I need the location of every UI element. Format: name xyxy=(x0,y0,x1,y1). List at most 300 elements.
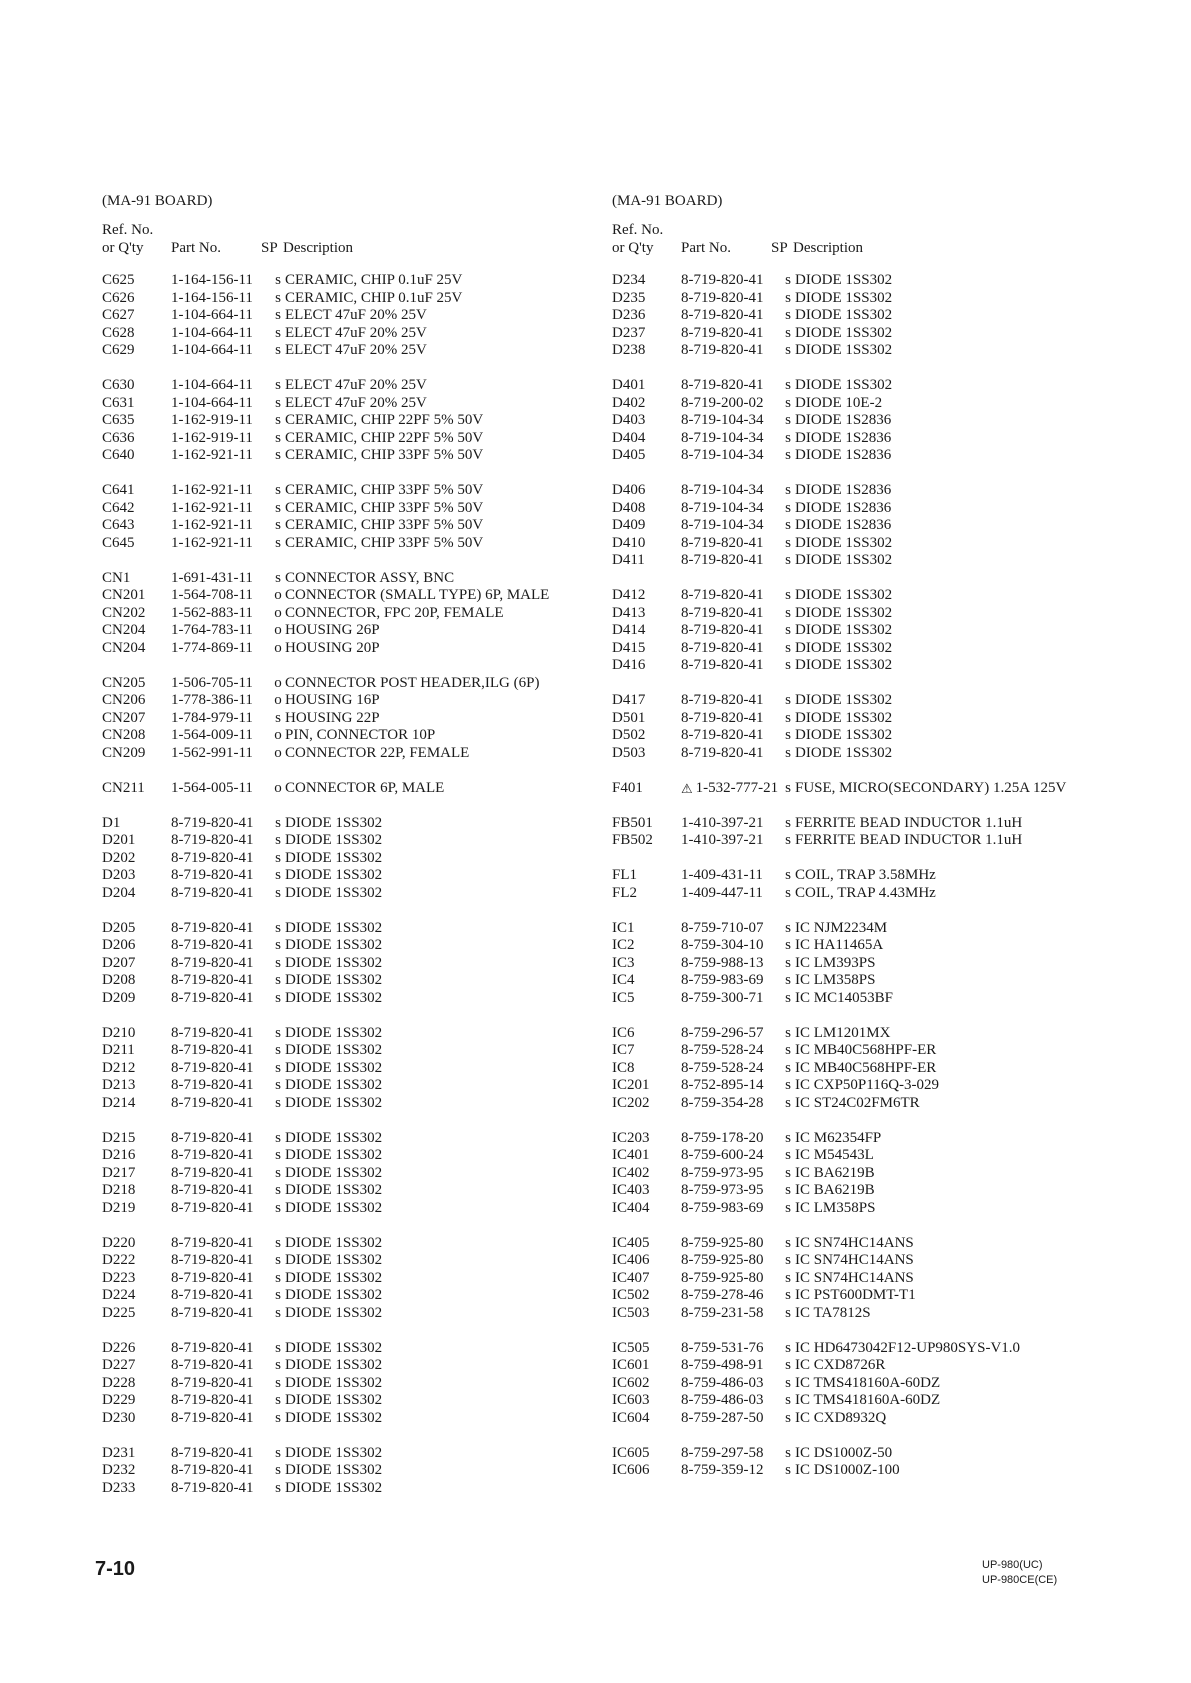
sp-code: s xyxy=(275,1304,281,1321)
sp-code: s xyxy=(275,1269,281,1286)
sp-code: s xyxy=(275,342,281,358)
part-number-cell xyxy=(681,1287,781,1305)
description: IC BA6219B xyxy=(795,1164,875,1181)
part-number-cell xyxy=(681,1252,781,1270)
column-header xyxy=(102,240,622,258)
description: IC LM393PS xyxy=(795,954,876,971)
sp-code: s xyxy=(275,832,281,848)
description: IC MB40C568HPF-ER xyxy=(795,1059,937,1076)
part-number-cell xyxy=(681,1357,781,1375)
part-number: 8-719-104-34 xyxy=(681,517,764,533)
description: DIODE 1SS302 xyxy=(285,1077,383,1093)
sp-code: s xyxy=(275,1339,281,1356)
ref-no: D214 xyxy=(102,1094,136,1111)
part-number-cell xyxy=(171,1130,271,1148)
sp-code: s xyxy=(785,1287,791,1303)
part-number: 8-719-820-41 xyxy=(681,657,764,673)
description: DIODE 1SS302 xyxy=(795,639,893,656)
part-number: 8-759-973-95 xyxy=(681,1182,764,1198)
sp-code: s xyxy=(275,989,281,1006)
part-number: 1-164-156-11 xyxy=(171,289,253,306)
ref-no: IC601 xyxy=(612,1357,650,1373)
part-number-cell xyxy=(171,675,271,693)
part-number-cell xyxy=(681,395,781,413)
ref-no: FB502 xyxy=(612,832,653,848)
description: DIODE 1SS302 xyxy=(285,919,383,936)
sp-code: s xyxy=(785,307,791,323)
part-row xyxy=(102,1252,622,1270)
part-row xyxy=(102,1147,622,1165)
parts-group xyxy=(102,1025,622,1113)
part-number-cell xyxy=(681,1130,781,1148)
part-number-cell xyxy=(171,1270,271,1288)
ref-no: D212 xyxy=(102,1059,136,1076)
ref-no: D417 xyxy=(612,692,646,708)
ref-no: IC4 xyxy=(612,972,635,988)
parts-group xyxy=(612,482,1172,570)
ref-no: D226 xyxy=(102,1339,136,1356)
ref-no: D232 xyxy=(102,1462,136,1478)
part-row xyxy=(102,500,622,518)
part-row xyxy=(102,832,622,850)
sp-code: s xyxy=(785,604,791,621)
part-number: 8-719-820-41 xyxy=(681,342,764,358)
description: IC BA6219B xyxy=(795,1182,875,1198)
part-number-cell xyxy=(171,377,271,395)
description: ELECT 47uF 20% 25V xyxy=(285,342,427,358)
part-row xyxy=(102,937,622,955)
part-number: 8-759-531-76 xyxy=(681,1339,764,1356)
part-number-cell xyxy=(681,1340,781,1358)
sp-code: s xyxy=(785,499,791,516)
part-number: 1-104-664-11 xyxy=(171,342,253,358)
part-number: 8-719-820-41 xyxy=(681,727,764,743)
part-number-cell xyxy=(681,622,781,640)
description: DIODE 1SS302 xyxy=(795,552,893,568)
part-number: 1-532-777-21 xyxy=(695,779,779,796)
description: CERAMIC, CHIP 33PF 5% 50V xyxy=(285,517,484,533)
description: CERAMIC, CHIP 0.1uF 25V xyxy=(285,289,463,306)
description: DIODE 1SS302 xyxy=(285,884,383,901)
description: DIODE 1SS302 xyxy=(285,1059,383,1076)
ref-no: CN207 xyxy=(102,709,146,726)
part-row xyxy=(102,1357,622,1375)
part-row xyxy=(102,1077,622,1095)
ref-no: IC505 xyxy=(612,1339,650,1356)
ref-no: D402 xyxy=(612,394,646,411)
ref-no: CN1 xyxy=(102,569,131,586)
header-ref-line1: Ref. No. xyxy=(612,222,664,238)
description: CONNECTOR ASSY, BNC xyxy=(285,569,455,586)
sp-code: s xyxy=(785,517,791,533)
part-row xyxy=(612,1287,1172,1305)
sp-code: s xyxy=(785,394,791,411)
part-row xyxy=(612,1252,1172,1270)
ref-no: IC5 xyxy=(612,989,635,1006)
description: CONNECTOR (SMALL TYPE) 6P, MALE xyxy=(285,587,550,603)
description: DIODE 10E-2 xyxy=(795,394,883,411)
part-number: 8-719-820-41 xyxy=(681,709,764,726)
part-number-cell xyxy=(171,1445,271,1463)
ref-no: FL1 xyxy=(612,867,638,883)
part-number: 1-104-664-11 xyxy=(171,394,253,411)
description: CERAMIC, CHIP 33PF 5% 50V xyxy=(285,499,484,516)
description: DIODE 1SS302 xyxy=(285,1094,383,1111)
part-number-cell xyxy=(681,1305,781,1323)
ref-no: D406 xyxy=(612,482,646,498)
part-row xyxy=(102,1060,622,1078)
part-number-cell xyxy=(171,395,271,413)
part-number: 8-719-820-41 xyxy=(171,1287,254,1303)
part-number-cell xyxy=(681,342,781,360)
part-row xyxy=(612,727,1172,745)
part-number-cell xyxy=(171,1287,271,1305)
sp-code: s xyxy=(785,1077,791,1093)
part-number-cell xyxy=(681,1042,781,1060)
ref-no: C636 xyxy=(102,429,135,446)
part-number: 1-562-883-11 xyxy=(171,604,253,621)
ref-no: D210 xyxy=(102,1024,136,1041)
ref-no: IC2 xyxy=(612,937,635,953)
sp-code: s xyxy=(275,272,281,288)
safety-warning-icon: ⚠ xyxy=(681,780,693,796)
sp-code: o xyxy=(274,692,282,708)
column-header xyxy=(612,240,1172,258)
ref-no: D233 xyxy=(102,1479,136,1496)
part-number: 8-719-820-41 xyxy=(171,1234,254,1251)
part-number-cell xyxy=(681,745,781,763)
sp-code: s xyxy=(275,1444,281,1461)
description: IC CXP50P116Q-3-029 xyxy=(795,1077,940,1093)
part-row xyxy=(612,342,1172,360)
ref-no: C642 xyxy=(102,499,135,516)
part-number-cell xyxy=(681,1147,781,1165)
part-row xyxy=(102,710,622,728)
description: DIODE 1SS302 xyxy=(795,657,893,673)
part-number-cell xyxy=(681,692,781,710)
part-number-cell xyxy=(681,1165,781,1183)
description: ELECT 47uF 20% 25V xyxy=(285,377,427,393)
part-row xyxy=(102,447,622,465)
ref-no: CN201 xyxy=(102,587,146,603)
ref-no: D231 xyxy=(102,1444,136,1461)
part-number-cell xyxy=(681,307,781,325)
ref-no: D230 xyxy=(102,1409,136,1426)
part-number: 8-759-983-69 xyxy=(681,972,764,988)
description: DIODE 1SS302 xyxy=(795,709,893,726)
description: DIODE 1SS302 xyxy=(795,377,893,393)
part-number: 8-759-988-13 xyxy=(681,954,764,971)
ref-no: C627 xyxy=(102,307,135,323)
part-number-cell xyxy=(681,815,781,833)
sp-code: s xyxy=(785,342,791,358)
part-number-cell xyxy=(171,342,271,360)
part-number-cell xyxy=(171,1042,271,1060)
part-number-cell xyxy=(681,1392,781,1410)
ref-no: C635 xyxy=(102,412,135,428)
description: CERAMIC, CHIP 33PF 5% 50V xyxy=(285,534,484,551)
part-number-cell xyxy=(681,1235,781,1253)
sp-code: s xyxy=(785,1129,791,1146)
description: IC HA11465A xyxy=(795,937,884,953)
sp-code: s xyxy=(275,867,281,883)
ref-no: D403 xyxy=(612,412,646,428)
description: DIODE 1SS302 xyxy=(285,1252,383,1268)
ref-no: D227 xyxy=(102,1357,136,1373)
ref-no: C629 xyxy=(102,342,135,358)
description: DIODE 1S2836 xyxy=(795,499,892,516)
ref-no: IC202 xyxy=(612,1094,650,1111)
parts-column-right xyxy=(612,192,1172,1497)
ref-no: D414 xyxy=(612,622,646,638)
description: CERAMIC, CHIP 22PF 5% 50V xyxy=(285,412,484,428)
part-number-cell xyxy=(171,1025,271,1043)
description: IC MC14053BF xyxy=(795,989,893,1006)
header-ref-line1: Ref. No. xyxy=(102,222,154,238)
part-number: 8-719-820-41 xyxy=(681,692,764,708)
model-label xyxy=(982,1558,1057,1588)
ref-no: D238 xyxy=(612,342,646,358)
sp-code: s xyxy=(785,919,791,936)
part-number: 8-719-820-41 xyxy=(171,1147,254,1163)
part-number-cell xyxy=(171,1252,271,1270)
part-row xyxy=(102,535,622,553)
ref-no: IC8 xyxy=(612,1059,635,1076)
description: DIODE 1SS302 xyxy=(285,867,383,883)
description: IC SN74HC14ANS xyxy=(795,1252,914,1268)
part-row xyxy=(612,482,1172,500)
part-number-cell xyxy=(681,832,781,850)
sp-code: s xyxy=(785,429,791,446)
part-row xyxy=(612,1042,1172,1060)
sp-code: o xyxy=(274,639,282,656)
part-row xyxy=(102,727,622,745)
ref-no: D412 xyxy=(612,587,646,603)
part-number-cell xyxy=(171,885,271,903)
part-number: 8-719-820-41 xyxy=(171,832,254,848)
sp-code: s xyxy=(275,919,281,936)
description: DIODE 1SS302 xyxy=(285,1234,383,1251)
part-row xyxy=(612,937,1172,955)
part-number-cell xyxy=(171,1147,271,1165)
part-number-cell xyxy=(171,990,271,1008)
description: DIODE 1SS302 xyxy=(285,937,383,953)
part-number: 1-104-664-11 xyxy=(171,377,253,393)
ref-no: D410 xyxy=(612,534,646,551)
part-number-cell xyxy=(171,727,271,745)
part-row xyxy=(102,815,622,833)
part-number-cell xyxy=(681,272,781,290)
ref-no: D223 xyxy=(102,1269,136,1286)
parts-group xyxy=(612,377,1172,465)
part-number: 8-719-104-34 xyxy=(681,429,764,446)
description: DIODE 1SS302 xyxy=(285,989,383,1006)
ref-no: D415 xyxy=(612,639,646,656)
part-number-cell xyxy=(171,1235,271,1253)
part-number: 8-759-925-80 xyxy=(681,1234,764,1251)
ref-no: IC404 xyxy=(612,1199,650,1216)
part-row xyxy=(102,325,622,343)
sp-code: s xyxy=(275,1287,281,1303)
sp-code: s xyxy=(785,954,791,971)
part-row xyxy=(102,780,622,798)
ref-no: IC503 xyxy=(612,1304,650,1321)
part-row xyxy=(612,552,1172,570)
part-number-cell xyxy=(171,1462,271,1480)
sp-code: s xyxy=(275,517,281,533)
part-number: 8-719-820-41 xyxy=(171,867,254,883)
description: DIODE 1S2836 xyxy=(795,517,892,533)
ref-no: D209 xyxy=(102,989,136,1006)
part-row xyxy=(612,867,1172,885)
ref-no: IC401 xyxy=(612,1147,650,1163)
part-number-cell xyxy=(681,1410,781,1428)
description: DIODE 1SS302 xyxy=(285,1357,383,1373)
description: IC PST600DMT-T1 xyxy=(795,1287,916,1303)
part-number: 8-759-983-69 xyxy=(681,1199,764,1216)
part-row xyxy=(612,710,1172,728)
part-row xyxy=(102,412,622,430)
part-number-cell xyxy=(171,1200,271,1218)
parts-group xyxy=(612,815,1172,850)
part-number: 8-719-104-34 xyxy=(681,412,764,428)
sp-code: s xyxy=(785,1252,791,1268)
description: ELECT 47uF 20% 25V xyxy=(285,307,427,323)
part-number-cell xyxy=(171,570,271,588)
description: DIODE 1SS302 xyxy=(285,1024,383,1041)
part-number-cell xyxy=(171,1095,271,1113)
description: CONNECTOR, FPC 20P, FEMALE xyxy=(285,604,504,621)
sp-code: s xyxy=(275,1462,281,1478)
part-number-cell xyxy=(681,535,781,553)
part-number-cell xyxy=(681,552,781,570)
part-number-cell xyxy=(681,447,781,465)
ref-no: D228 xyxy=(102,1374,136,1391)
sp-code: s xyxy=(275,937,281,953)
sp-code: s xyxy=(785,1182,791,1198)
ref-no: CN211 xyxy=(102,779,145,796)
description: DIODE 1SS302 xyxy=(285,849,383,866)
part-number: 1-691-431-11 xyxy=(171,569,253,586)
ref-no: D207 xyxy=(102,954,136,971)
description: DIODE 1SS302 xyxy=(285,1182,383,1198)
part-number-cell xyxy=(681,377,781,395)
ref-no: C630 xyxy=(102,377,135,393)
ref-no: D206 xyxy=(102,937,136,953)
part-row xyxy=(102,675,622,693)
ref-no: D401 xyxy=(612,377,646,393)
part-row xyxy=(612,535,1172,553)
model-line-1: UP-980(UC) xyxy=(982,1559,1043,1571)
part-row xyxy=(612,780,1172,798)
part-row xyxy=(612,832,1172,850)
part-number-cell xyxy=(681,1182,781,1200)
header-description: Description xyxy=(793,239,863,256)
part-number-cell xyxy=(171,1060,271,1078)
sp-code: s xyxy=(785,482,791,498)
part-row xyxy=(612,395,1172,413)
part-number-cell xyxy=(171,972,271,990)
part-number: 8-759-278-46 xyxy=(681,1287,764,1303)
part-number: 1-162-919-11 xyxy=(171,429,253,446)
part-number-cell xyxy=(681,1060,781,1078)
sp-code: s xyxy=(275,1252,281,1268)
part-number-cell xyxy=(171,937,271,955)
part-number: 8-719-820-41 xyxy=(171,1059,254,1076)
description: DIODE 1SS302 xyxy=(795,342,893,358)
part-number: 8-752-895-14 xyxy=(681,1077,764,1093)
description: DIODE 1SS302 xyxy=(795,727,893,743)
part-row xyxy=(612,325,1172,343)
part-row xyxy=(612,657,1172,675)
ref-no: CN202 xyxy=(102,604,146,621)
description: DIODE 1S2836 xyxy=(795,429,892,446)
ref-no: F401 xyxy=(612,779,643,796)
ref-no: IC606 xyxy=(612,1462,650,1478)
part-number-cell xyxy=(171,500,271,518)
part-number: 1-564-009-11 xyxy=(171,727,253,743)
part-number-cell xyxy=(171,412,271,430)
part-number: 1-162-921-11 xyxy=(171,499,253,516)
part-number-cell xyxy=(681,1095,781,1113)
part-number-cell xyxy=(681,990,781,1008)
sp-code: s xyxy=(275,954,281,971)
ref-no: D235 xyxy=(612,289,646,306)
ref-no: IC7 xyxy=(612,1042,635,1058)
part-row xyxy=(102,920,622,938)
part-number: 8-719-820-41 xyxy=(171,1024,254,1041)
sp-code: s xyxy=(785,1304,791,1321)
sp-code: s xyxy=(785,709,791,726)
ref-no: IC6 xyxy=(612,1024,635,1041)
sp-code: s xyxy=(275,1234,281,1251)
part-row xyxy=(102,745,622,763)
description: DIODE 1SS302 xyxy=(795,534,893,551)
sp-code: s xyxy=(785,1269,791,1286)
part-row xyxy=(612,587,1172,605)
part-row xyxy=(102,1462,622,1480)
sp-code: s xyxy=(275,412,281,428)
part-number: 8-719-820-41 xyxy=(171,919,254,936)
part-number-cell xyxy=(171,692,271,710)
ref-no: D234 xyxy=(612,272,646,288)
ref-no: FB501 xyxy=(612,814,653,831)
parts-group xyxy=(102,1235,622,1323)
part-row xyxy=(102,1182,622,1200)
ref-no: IC407 xyxy=(612,1269,650,1286)
description: IC LM358PS xyxy=(795,1199,876,1216)
part-row xyxy=(612,692,1172,710)
parts-group xyxy=(102,1340,622,1428)
part-row xyxy=(102,885,622,903)
part-row xyxy=(102,1340,622,1358)
part-number: 1-164-156-11 xyxy=(171,272,253,288)
part-number: 8-759-296-57 xyxy=(681,1024,764,1041)
part-number: 1-784-979-11 xyxy=(171,709,253,726)
part-number: 1-778-386-11 xyxy=(171,692,253,708)
ref-no: CN204 xyxy=(102,639,146,656)
part-row xyxy=(102,395,622,413)
part-number: 8-719-820-41 xyxy=(171,1252,254,1268)
part-row xyxy=(102,430,622,448)
sp-code: s xyxy=(785,727,791,743)
parts-group xyxy=(612,867,1172,902)
part-row xyxy=(102,1200,622,1218)
description: IC DS1000Z-100 xyxy=(795,1462,900,1478)
description: CONNECTOR POST HEADER,ILG (6P) xyxy=(285,674,540,691)
part-number-cell xyxy=(171,1357,271,1375)
part-number-cell xyxy=(171,622,271,640)
